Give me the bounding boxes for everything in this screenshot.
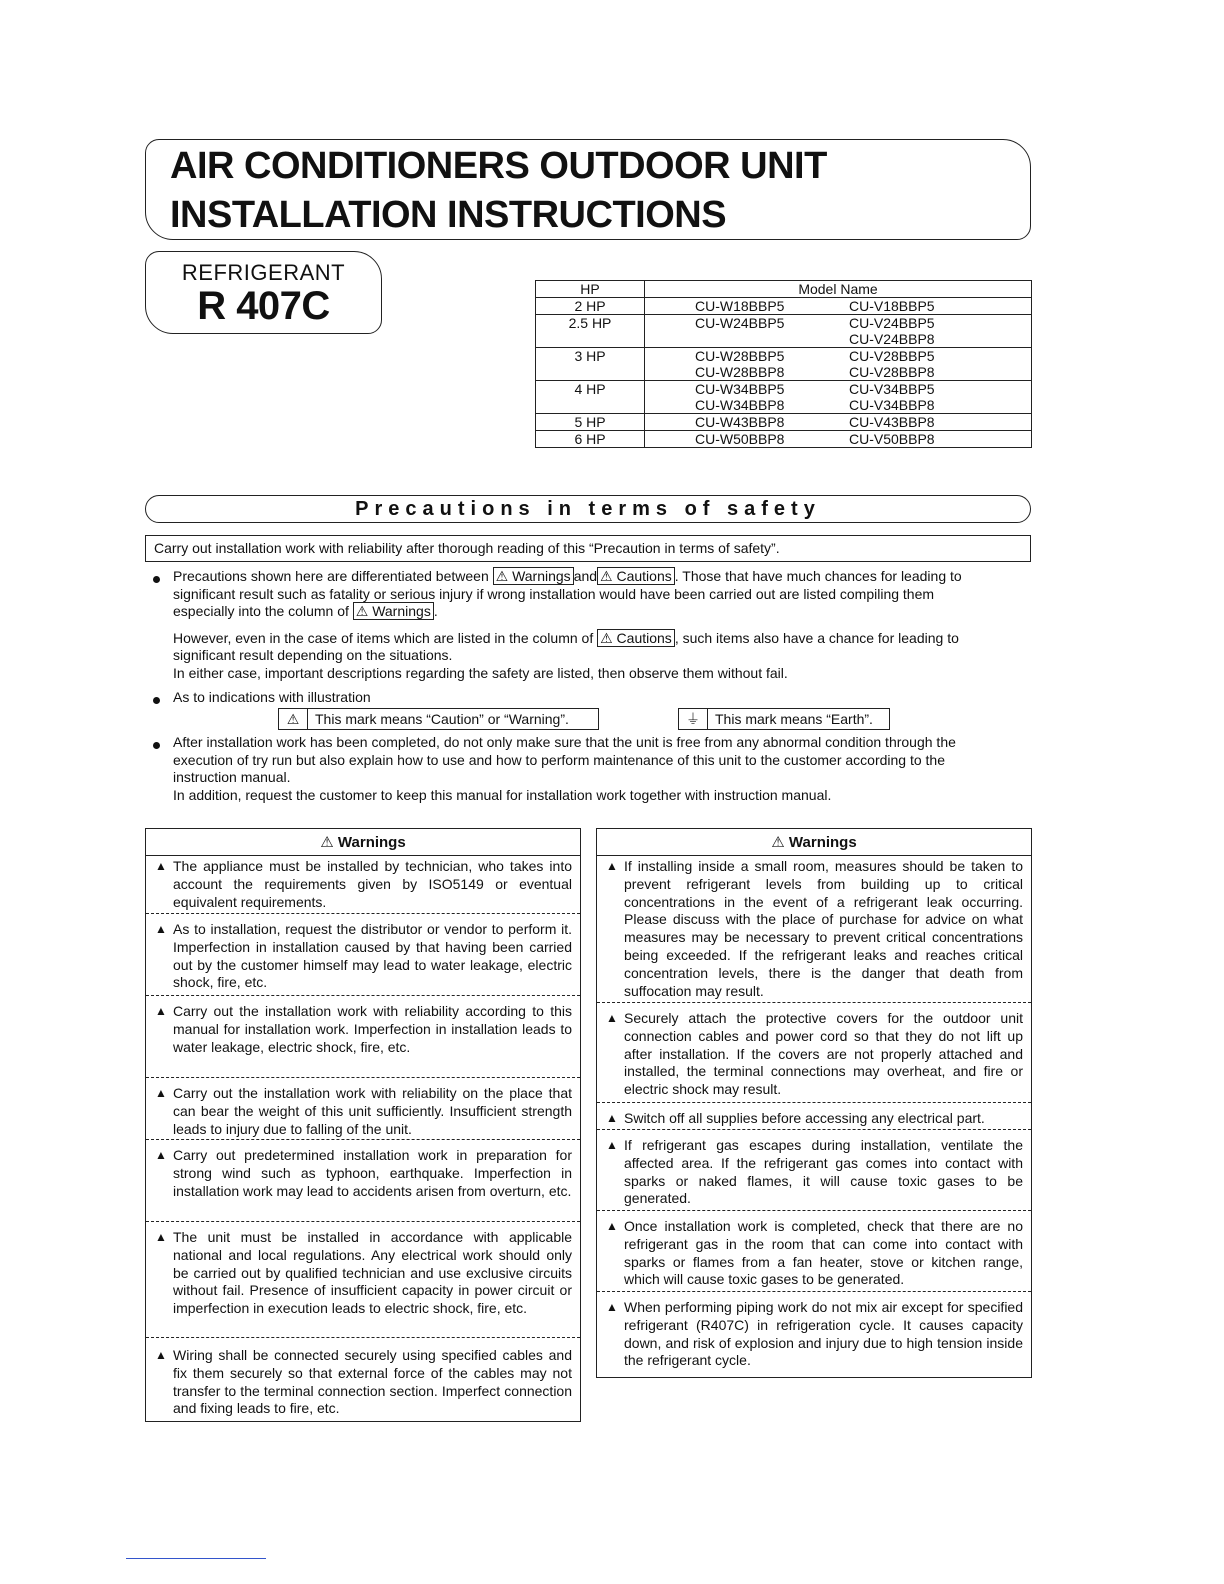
model-line — [649, 298, 1027, 314]
model-row — [536, 381, 1032, 414]
dashed-separator — [597, 1129, 1031, 1130]
warning-text: Carry out the installation work with reliability on the place that can bear the weight of this unit sufficiently. Insufficient strength leads to injury due to falling of the unit. — [173, 1085, 572, 1137]
warning-triangle-icon: ▲ — [155, 1348, 167, 1362]
model-line — [649, 397, 1027, 413]
dashed-separator — [146, 1077, 580, 1078]
bullet-1-line-3a: especially into the column of — [173, 603, 349, 619]
warning-text: If refrigerant gas escapes during installation, ventilate the affected area. If the refrigerant gas comes into contact with sparks or naked flames, it will cause toxic gases to be generated. — [624, 1137, 1023, 1207]
model-name-header: Model Name — [645, 281, 1032, 298]
earth-icon: ⏚ — [679, 709, 708, 729]
caution-mark-legend — [278, 708, 599, 730]
warning-text: Securely attach the protective covers for the outdoor unit connection cables and power cord so that they do not lift up after installation. If the covers are not properly attached and installed, the terminal connections may overheat, and fire or electric shock may result. — [624, 1010, 1023, 1098]
cautions-tag: ⚠ Cautions — [597, 567, 675, 585]
model-line — [649, 381, 1027, 397]
earth-mark-text: This mark means “Earth”. — [715, 711, 873, 727]
model-table — [535, 280, 1032, 448]
bullet-dot — [153, 742, 160, 749]
bullet-3-line-3: instruction manual. — [173, 769, 291, 785]
warning-text: If installing inside a small room, measures should be taken to prevent refrigerant levels from building up to critical concentrations in the event of a refrigerant leak occurring. Please discuss with the place of purchase for advice on what measures may be necessary to prevent critical concentrations being exceeded. If the refrigerant leaks and reaches critical concentration levels, there is the danger that death from suffocation may result. — [624, 858, 1023, 999]
bullet-1-p2-line-3: In either case, important descriptions regarding the safety are listed, then observe them without fail. — [173, 664, 788, 681]
refrigerant-code: R 407C — [197, 284, 330, 328]
bullet-dot — [153, 697, 160, 704]
and-text: and — [573, 568, 598, 584]
model-v-name: CU-V28BBP8 — [849, 364, 935, 380]
warning-triangle-icon: ▲ — [606, 1111, 618, 1125]
model-table-header — [536, 281, 1032, 298]
warnings-right-column — [596, 828, 1032, 1378]
model-row — [536, 348, 1032, 381]
model-line — [649, 348, 1027, 364]
bullet-1-text-b: . Those that have much chances for leading to — [674, 568, 962, 584]
bullet-1-p2-b: , such items also have a chance for leading to — [674, 629, 959, 646]
warning-triangle-icon: ▲ — [155, 1230, 167, 1244]
bullet-3-line-1: After installation work has been completed, do not only make sure that the unit is free from any abnormal condition through the — [173, 734, 956, 750]
warnings-right-heading: ⚠ Warnings — [597, 829, 1031, 856]
title-line-2: INSTALLATION INSTRUCTIONS — [170, 194, 727, 236]
warning-triangle-icon: ▲ — [606, 1300, 618, 1314]
model-w-name: CU-W18BBP5 — [695, 298, 785, 314]
warning-text: As to installation, request the distributor or vendor to perform it. Imperfection in installation caused by that having been carried out by the customer himself may lead to water leakage, electric shock, fire, etc. — [173, 921, 572, 991]
model-row — [536, 298, 1032, 315]
warning-triangle-icon: ▲ — [606, 1219, 618, 1233]
model-cell — [645, 414, 1032, 431]
model-cell — [645, 315, 1032, 348]
dashed-separator — [146, 913, 580, 914]
caution-triangle-icon: ⚠ — [279, 709, 308, 729]
section-title: Precautions in terms of safety — [145, 495, 1031, 523]
bullet-dot — [153, 576, 160, 583]
bullet-1-line-3b: . — [433, 603, 438, 619]
warning-triangle-icon: ▲ — [155, 1086, 167, 1100]
dashed-separator — [597, 1210, 1031, 1211]
model-w-name: CU-W43BBP8 — [695, 414, 785, 430]
hp-cell: 6 HP — [536, 431, 645, 448]
title-line-1: AIR CONDITIONERS OUTDOOR UNIT — [170, 145, 827, 187]
model-row — [536, 414, 1032, 431]
title-box — [145, 139, 1031, 240]
warning-text: Carry out predetermined installation work in preparation for strong wind such as typhoon, earthquake. Imperfection in installation work may lead to accidents arisen from overturn, etc. — [173, 1147, 572, 1199]
model-table-body — [536, 298, 1032, 448]
dashed-separator — [597, 1102, 1031, 1103]
warnings-left-heading: ⚠ Warnings — [146, 829, 580, 856]
bullet-1-p2-line-2: significant result depending on the situations. — [173, 647, 453, 663]
model-w-name: CU-W24BBP5 — [695, 315, 785, 331]
model-w-name: CU-W50BBP8 — [695, 431, 785, 447]
warning-triangle-icon: ▲ — [606, 1138, 618, 1152]
cautions-tag-2: ⚠ Cautions — [597, 629, 675, 647]
footer-link-line — [126, 1558, 266, 1559]
model-row — [536, 315, 1032, 348]
bullet-1-line-2: significant result such as fatality or serious injury if wrong installation would have been carried out are listed compiling them — [173, 585, 935, 602]
warning-triangle-icon: ▲ — [155, 859, 167, 873]
warning-triangle-icon: ▲ — [155, 922, 167, 936]
model-w-name: CU-W34BBP5 — [695, 381, 785, 397]
warning-text: The appliance must be installed by technician, who takes into account the requirements given by ISO5149 or eventual equivalent requirements. — [173, 858, 572, 910]
warnings-tag: ⚠ Warnings — [493, 567, 574, 585]
model-v-name: CU-V24BBP8 — [849, 331, 935, 347]
model-line — [649, 331, 1027, 347]
hp-cell: 5 HP — [536, 414, 645, 431]
warning-text: The unit must be installed in accordance with applicable national and local regulations. Any electrical work should only be carried out by qualified technician and use exclusive circuits without fail. Presence of insufficient capacity in power circuit or imperfection in execution leads to electric shock, fire, etc. — [173, 1229, 572, 1317]
model-cell — [645, 431, 1032, 448]
intro-box: Carry out installation work with reliability after thorough reading of this “Precaution in terms of safety”. — [145, 535, 1031, 562]
model-line — [649, 431, 1027, 447]
warning-text: Once installation work is completed, check that there are no refrigerant gas in the room that can come into contact with sparks or flames from a fan heater, stove or kitchen range, which will cause toxic gases to be generated. — [624, 1218, 1023, 1288]
warning-text: Wiring shall be connected securely using specified cables and fix them securely so that external force of the cables may not transfer to the terminal connection section. Imperfect connection and fixing leads to fire, etc. — [173, 1347, 572, 1417]
model-row — [536, 431, 1032, 448]
model-w-name: CU-W28BBP5 — [695, 348, 785, 364]
bullet-3-line-2: execution of try run but also explain how to use and how to perform maintenance of this unit to the customer according to the — [173, 751, 945, 768]
caution-mark-text: This mark means “Caution” or “Warning”. — [315, 711, 569, 727]
model-cell — [645, 381, 1032, 414]
model-line — [649, 364, 1027, 380]
bullet-3 — [173, 734, 1025, 804]
hp-header: HP — [536, 281, 645, 298]
refrigerant-box — [145, 251, 382, 334]
warning-text: Switch off all supplies before accessing any electrical part. — [624, 1110, 985, 1126]
earth-mark-legend — [678, 708, 890, 730]
model-v-name: CU-V28BBP5 — [849, 348, 935, 364]
refrigerant-label: REFRIGERANT — [181, 260, 346, 285]
dashed-separator — [146, 995, 580, 996]
warnings-left-column — [145, 828, 581, 1422]
model-v-name: CU-V34BBP5 — [849, 381, 935, 397]
dashed-separator — [146, 1221, 580, 1222]
model-v-name: CU-V24BBP5 — [849, 315, 935, 331]
model-line — [649, 315, 1027, 331]
model-v-name: CU-V18BBP5 — [849, 298, 935, 314]
hp-cell: 4 HP — [536, 381, 645, 414]
dashed-separator — [597, 1291, 1031, 1292]
model-w-name: CU-W34BBP8 — [695, 397, 785, 413]
warning-triangle-icon: ▲ — [606, 1011, 618, 1025]
bullet-1-text-a: Precautions shown here are differentiated between — [173, 568, 489, 584]
dashed-separator — [597, 1002, 1031, 1003]
model-cell — [645, 298, 1032, 315]
dashed-separator — [146, 1337, 580, 1338]
hp-cell: 3 HP — [536, 348, 645, 381]
bullet-2-text: As to indications with illustration — [173, 689, 371, 705]
warnings-tag-2: ⚠ Warnings — [353, 602, 434, 620]
model-cell — [645, 348, 1032, 381]
bullet-1-p2-a: However, even in the case of items which are listed in the column of — [173, 629, 594, 646]
warning-triangle-icon: ▲ — [155, 1004, 167, 1018]
hp-cell: 2.5 HP — [536, 315, 645, 348]
model-v-name: CU-V50BBP8 — [849, 431, 935, 447]
bullet-1 — [173, 568, 1025, 682]
hp-cell: 2 HP — [536, 298, 645, 315]
bullet-3-line-4: In addition, request the customer to keep this manual for installation work together with instruction manual. — [173, 786, 832, 803]
warning-triangle-icon: ▲ — [155, 1148, 167, 1162]
model-w-name: CU-W28BBP8 — [695, 364, 785, 380]
warning-text: When performing piping work do not mix air except for specified refrigerant (R407C) in refrigeration cycle. It causes capacity down, and risk of explosion and injury due to high tension inside the refrigerant cycle. — [624, 1299, 1023, 1369]
dashed-separator — [146, 1139, 580, 1140]
warning-text: Carry out the installation work with reliability according to this manual for installation work. Imperfection in installation leads to water leakage, electric shock, fire, etc. — [173, 1003, 572, 1055]
model-v-name: CU-V34BBP8 — [849, 397, 935, 413]
warning-triangle-icon: ▲ — [606, 859, 618, 873]
model-v-name: CU-V43BBP8 — [849, 414, 935, 430]
model-line — [649, 414, 1027, 430]
